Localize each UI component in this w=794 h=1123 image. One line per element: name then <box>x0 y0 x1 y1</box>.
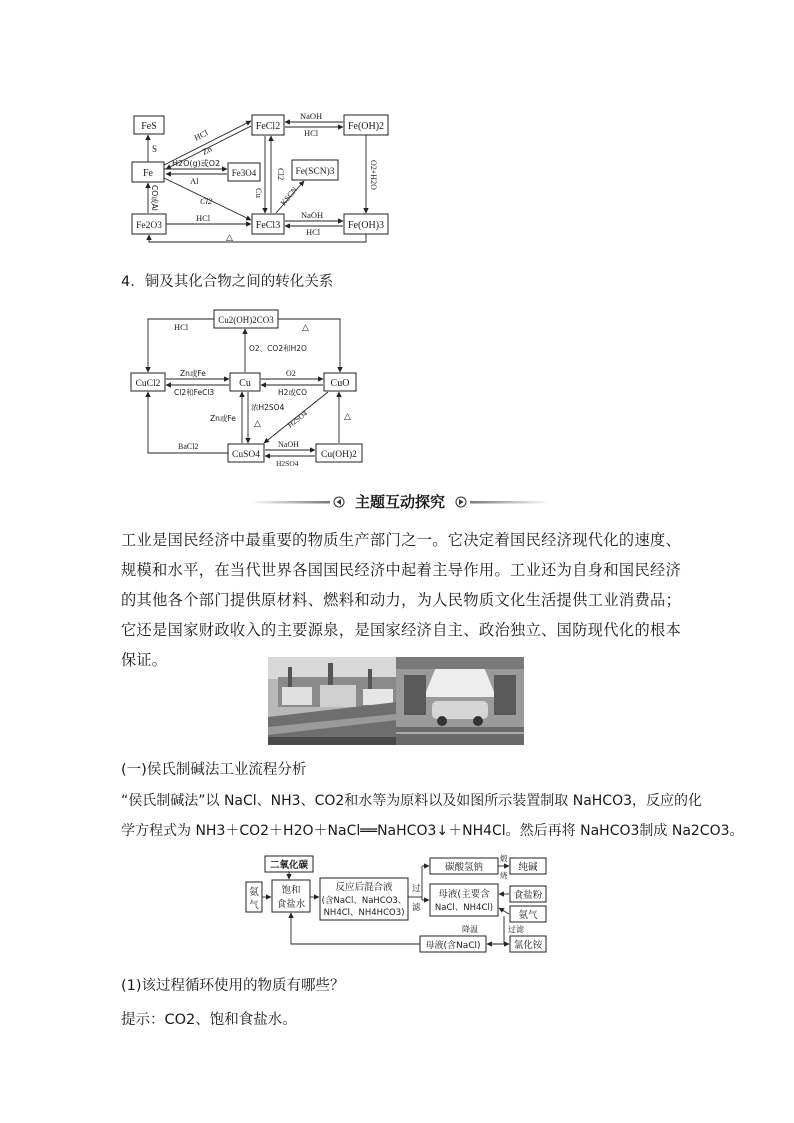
label-filter-3: 过滤 <box>508 925 524 934</box>
node-fecl3-label: FeCl3 <box>255 220 281 231</box>
section-heading-bar <box>250 491 550 513</box>
box-soda-label: 纯碱 <box>518 862 538 873</box>
label-cl2-b: Cl2 <box>276 168 286 181</box>
node-fescn3-label: Fe(SCN)3 <box>295 167 335 177</box>
label-h2so4-a: H2SO4 <box>285 408 309 430</box>
factory-assembly-photo <box>396 657 524 745</box>
label-delta-3: △ <box>344 412 351 422</box>
node-cuoh2-label: Cu(OH)2 <box>321 450 357 460</box>
label-o2-co2-h2o: O2、CO2和H2O <box>249 344 307 353</box>
box-mother-liquor-label-2: NaCl、NH4Cl) <box>434 903 494 913</box>
label-naoh-2: NaOH <box>301 210 324 220</box>
label-cu: Cu <box>254 188 264 198</box>
label-calcine-2: 烧 <box>500 871 508 880</box>
label-cl2-fecl3: Cl2和FeCl3 <box>174 388 215 397</box>
node-cuo-label: CuO <box>330 378 350 389</box>
box-mixture-label-2: (含NaCl、NaHCO3、 <box>321 896 407 906</box>
label-h2so4-b: H2SO4 <box>276 459 299 466</box>
label-h2o-o2: H2O(g)或O2 <box>172 159 221 168</box>
question-1: (1)该过程循环使用的物质有哪些？ <box>121 978 345 994</box>
box-brine-label-1: 饱和 <box>281 885 301 896</box>
hint-1: 提示：CO2、饱和食盐水。 <box>121 1012 297 1028</box>
label-zn: Zn <box>200 143 214 157</box>
label-cl2-a: Cl2 <box>200 196 213 206</box>
label-hcl-3: HCl <box>196 213 211 223</box>
node-fecl2-label: FeCl2 <box>255 121 281 132</box>
label-o2: O2 <box>286 369 296 378</box>
label-calcine-1: 煅 <box>500 854 508 863</box>
box-brine-label-2: 食盐水 <box>276 899 306 910</box>
node-fe-label: Fe <box>143 168 153 179</box>
label-s: S <box>152 144 158 154</box>
hou-process-flow-diagram <box>240 852 552 956</box>
box-nahco3-label: 碳酸氢钠 <box>444 862 484 873</box>
label-filter-2: 滤 <box>412 903 421 913</box>
label-o2-h2o: O2+H2O <box>369 160 378 190</box>
label-h2-co: H2或CO <box>278 388 308 397</box>
node-feoh2-label: Fe(OH)2 <box>347 121 385 132</box>
box-nh3-label-2: 气 <box>249 900 259 911</box>
node-cucl2-label: CuCl2 <box>135 379 161 389</box>
box-mixture-label-3: NH4Cl、NH4HCO3) <box>323 908 405 918</box>
label-zn-fe-2: Zn或Fe <box>210 414 236 423</box>
label-conc-h2so4: 浓H2SO4 <box>251 403 285 412</box>
node-cuso4-label: CuSO4 <box>232 450 260 460</box>
label-delta-2: △ <box>254 419 261 429</box>
intro-paragraph: 工业是国民经济中最重要的物质生产部门之一。它决定着国民经济现代化的速度、规模和水平，在当代世界各国国民经济中起着主导作用。工业还为自身和国民经济的其他各个部门提供原材料、燃料和动力，为人民物质文化生活提供工业消费品；它还是国家财政收入的主要源泉，是国家经济自主、政治独立、国防现代化的根本保证。 <box>121 531 681 669</box>
label-cool: 降温 <box>462 925 478 934</box>
label-hcl-2: HCl <box>304 128 319 138</box>
label-bacl2: BaCl2 <box>178 442 199 451</box>
box-mother-liquor-label-1: 母液(主要含 <box>438 889 490 900</box>
industrial-plant-photo <box>268 657 406 745</box>
copper-conversion-diagram <box>128 306 368 466</box>
box-mixture-label-1: 反应后混合液 <box>335 882 393 893</box>
label-hcl-1: HCl <box>192 127 210 143</box>
box-nh4cl-label: 氯化铵 <box>513 940 543 951</box>
label-delta-1: △ <box>302 323 309 333</box>
label-hcl: HCl <box>174 322 189 332</box>
label-co-al: CO或Al <box>150 185 159 211</box>
label-delta: △ <box>226 233 233 243</box>
section-heading: 主题互动探究 <box>354 493 445 511</box>
node-cu2oh2co3-label: Cu2(OH)2CO3 <box>218 315 274 325</box>
label-hcl-4: HCl <box>306 227 321 237</box>
box-salt-label: 食盐粉 <box>513 890 543 901</box>
section-4-title: 4．铜及其化合物之间的转化关系 <box>121 274 334 290</box>
process-paragraph-line-2: 学方程式为 NH3＋CO2＋H2O＋NaCl══NaHCO3↓＋NH4Cl。然后再将 NaHCO3制成 Na2CO3。 <box>121 823 744 839</box>
label-zn-fe-1: Zn或Fe <box>180 369 206 378</box>
box-nh3-label-1: 氨 <box>249 887 259 898</box>
iron-conversion-diagram <box>128 108 398 244</box>
label-al: Al <box>190 176 199 186</box>
node-fe2o3-label: Fe2O3 <box>136 221 162 231</box>
box-co2-label: 二氧化碳 <box>269 860 309 871</box>
label-naoh-1: NaOH <box>300 111 323 121</box>
label-kscn: KSCN <box>278 185 300 208</box>
process-paragraph-line-1: “侯氏制碱法”以 NaCl、NH3、CO2和水等为原料以及如图所示装置制取 NaHCO3，反应的化 <box>121 793 703 809</box>
box-ammonia-label: 氨气 <box>518 910 538 921</box>
node-cu-label: Cu <box>239 378 251 389</box>
sub-heading: (一)侯氏制碱法工业流程分析 <box>121 762 307 778</box>
label-naoh: NaOH <box>278 440 299 449</box>
node-feoh3-label: Fe(OH)3 <box>347 220 385 231</box>
label-filter-1: 过 <box>412 884 421 894</box>
box-mother-nacl-label: 母液(含NaCl) <box>425 941 481 951</box>
node-fes-label: FeS <box>141 121 157 132</box>
node-fe3o4-label: Fe3O4 <box>231 168 257 178</box>
